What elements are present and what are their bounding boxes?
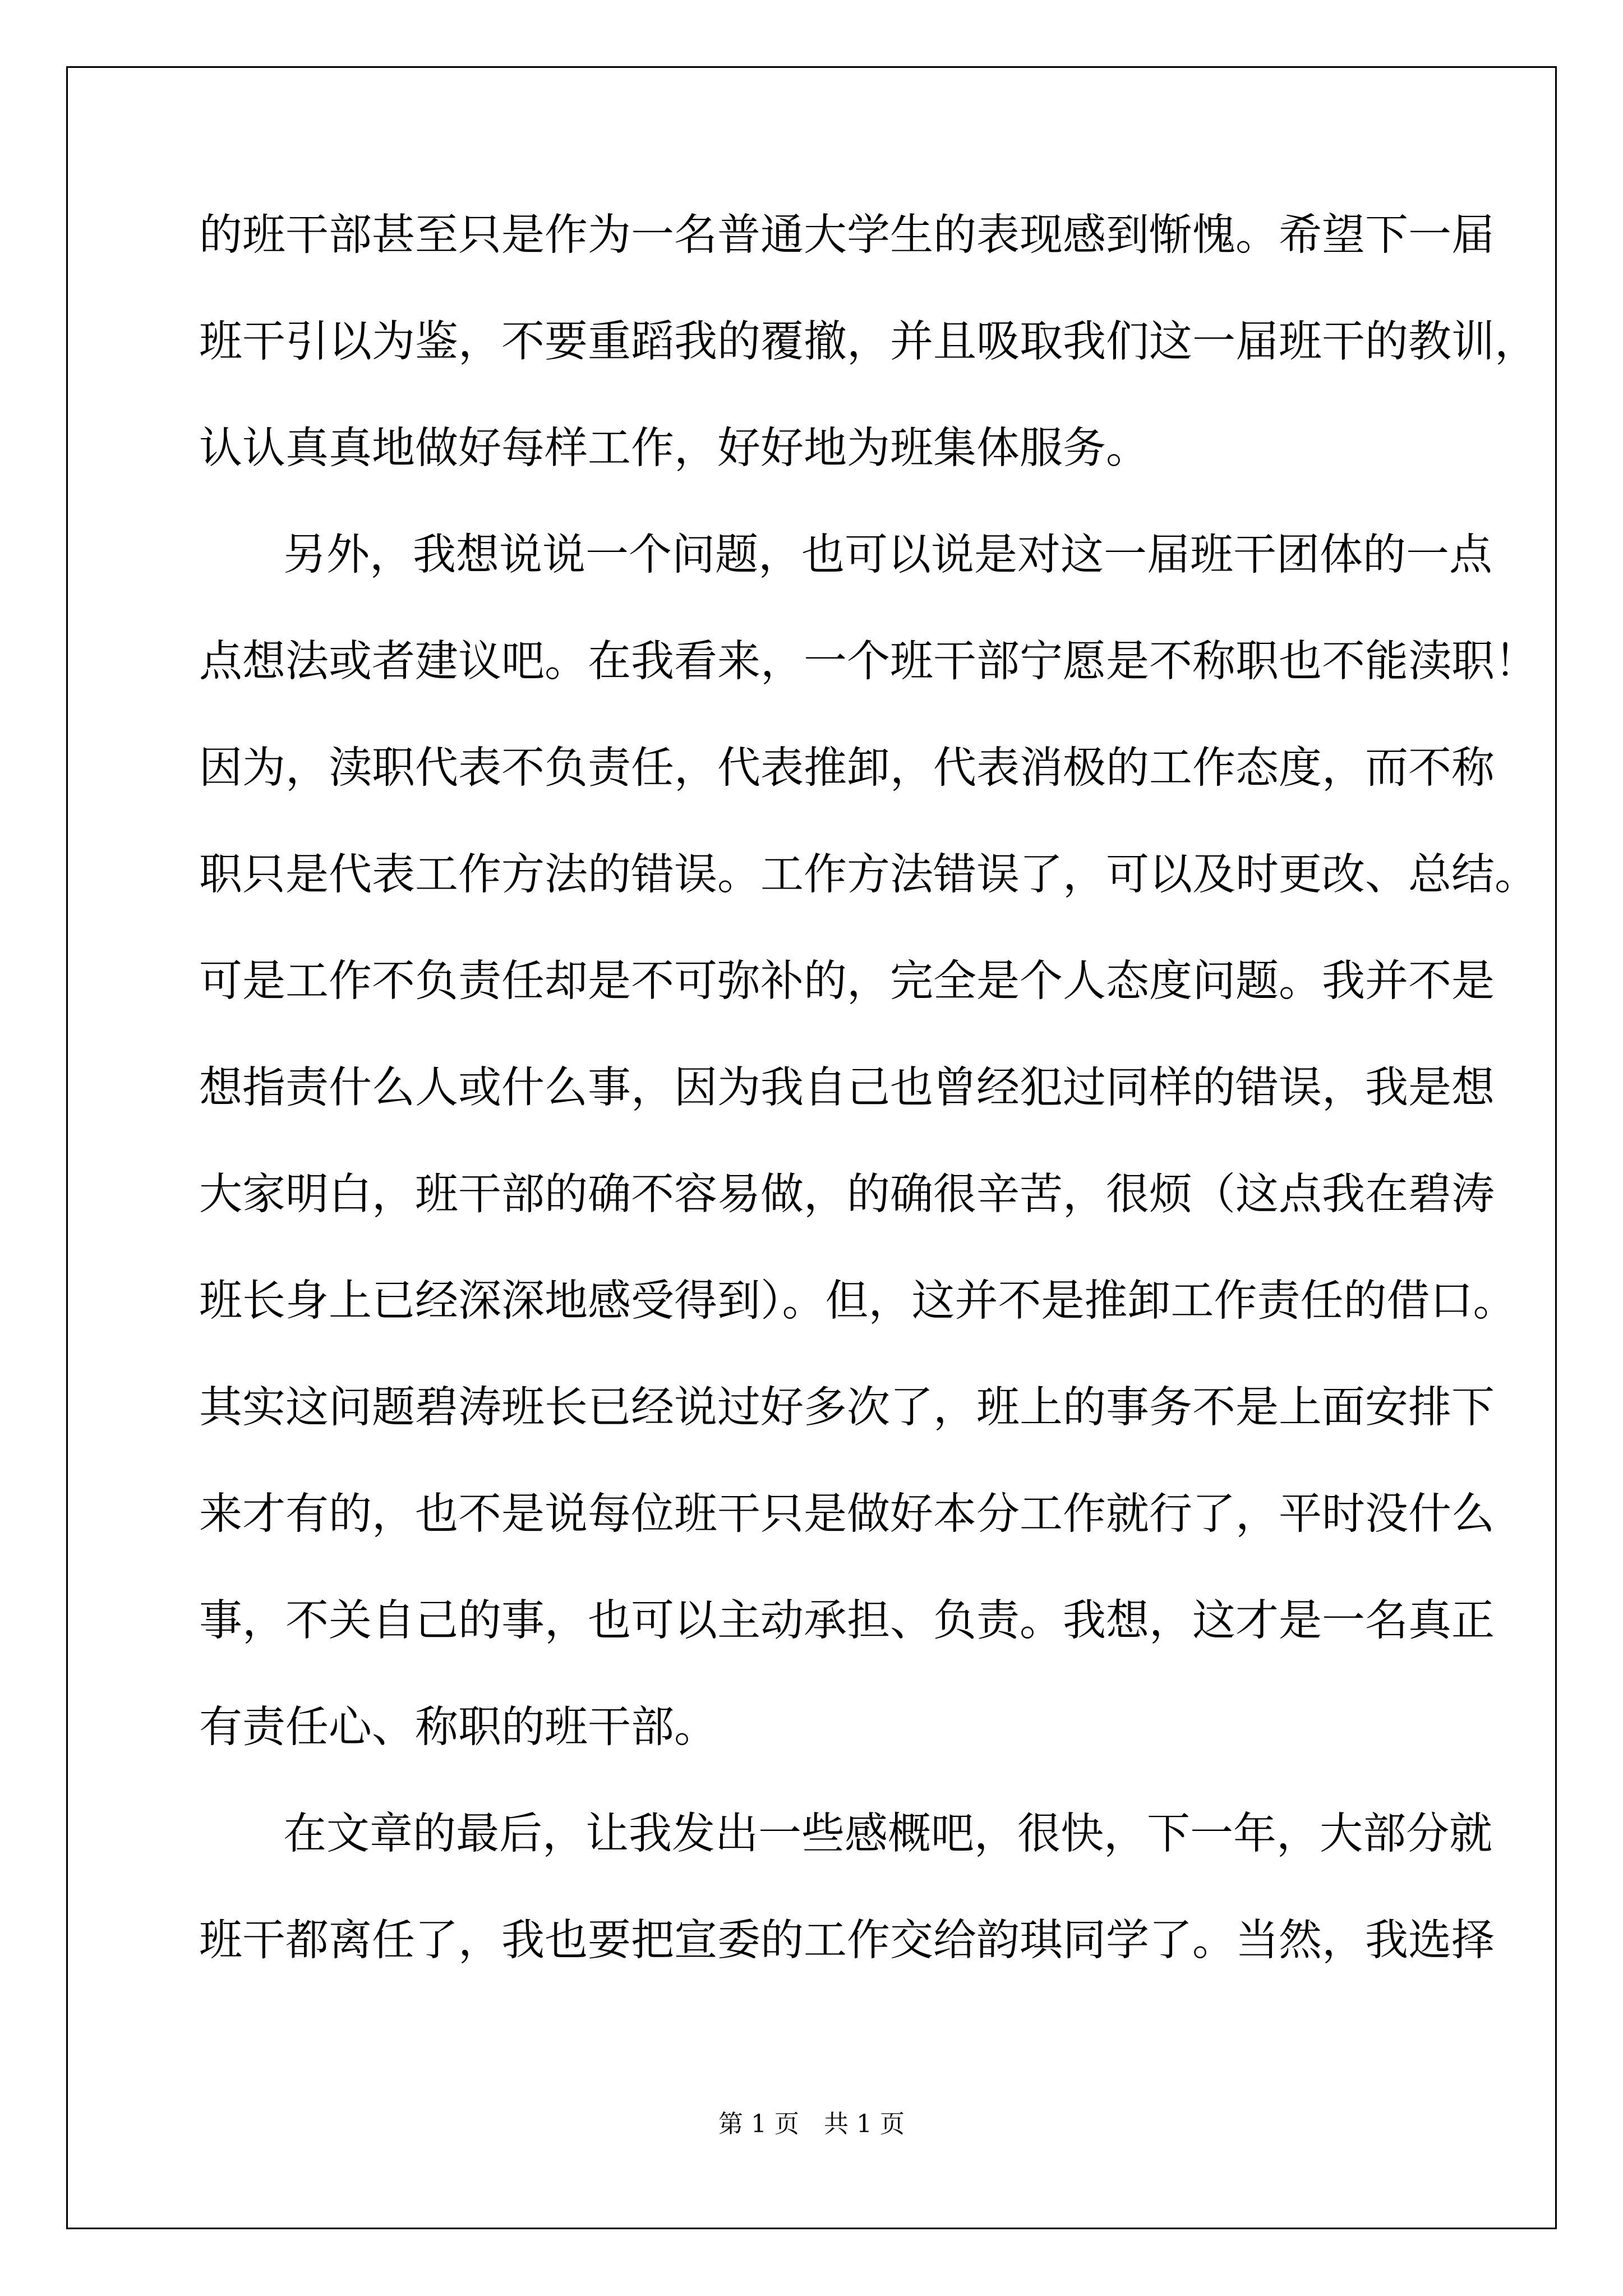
text-line: 大家明白，班干部的确不容易做，的确很辛苦，很烦（这点我在碧涛	[199, 1170, 1495, 1220]
page-number: 第 1 页 共 1 页	[718, 2110, 905, 2138]
text-line: 在文章的最后，让我发出一些感概吧，很快，下一年，大部分就	[283, 1809, 1492, 1859]
text-line: 有责任心、称职的班干部。	[199, 1703, 717, 1752]
document-body	[199, 208, 1538, 1969]
text-line: 点想法或者建议吧。在我看来，一个班干部宁愿是不称职也不能渎职！	[199, 637, 1538, 687]
text-line: 的班干部甚至只是作为一名普通大学生的表现感到惭愧。希望下一届	[199, 210, 1495, 260]
text-line: 可是工作不负责任却是不可弥补的，完全是个人态度问题。我并不是	[199, 956, 1495, 1006]
text-line: 来才有的，也不是说每位班干只是做好本分工作就行了，平时没什么	[199, 1489, 1495, 1539]
text-line: 想指责什么人或什么事，因为我自己也曾经犯过同样的错误，我是想	[199, 1063, 1495, 1113]
text-line: 班干引以为鉴，不要重蹈我的覆撤，并且吸取我们这一届班干的教训，	[199, 317, 1538, 367]
text-line: 认认真真地做好每样工作，好好地为班集体服务。	[199, 424, 1149, 473]
text-line: 另外，我想说说一个问题，也可以说是对这一届班干团体的一点	[283, 530, 1492, 580]
text-line: 职只是代表工作方法的错误。工作方法错误了，可以及时更改、总结。	[199, 850, 1538, 900]
text-line: 其实这问题碧涛班长已经说过好多次了，班上的事务不是上面安排下	[199, 1383, 1495, 1433]
text-line: 因为，渎职代表不负责任，代表推卸，代表消极的工作态度，而不称	[199, 743, 1495, 793]
text-line: 班干都离任了，我也要把宣委的工作交给韵琪同学了。当然，我选择	[199, 1916, 1495, 1966]
text-line: 事，不关自己的事，也可以主动承担、负责。我想，这才是一名真正	[199, 1596, 1495, 1646]
text-line: 班长身上已经深深地感受得到）。但，这并不是推卸工作责任的借口。	[199, 1276, 1516, 1326]
